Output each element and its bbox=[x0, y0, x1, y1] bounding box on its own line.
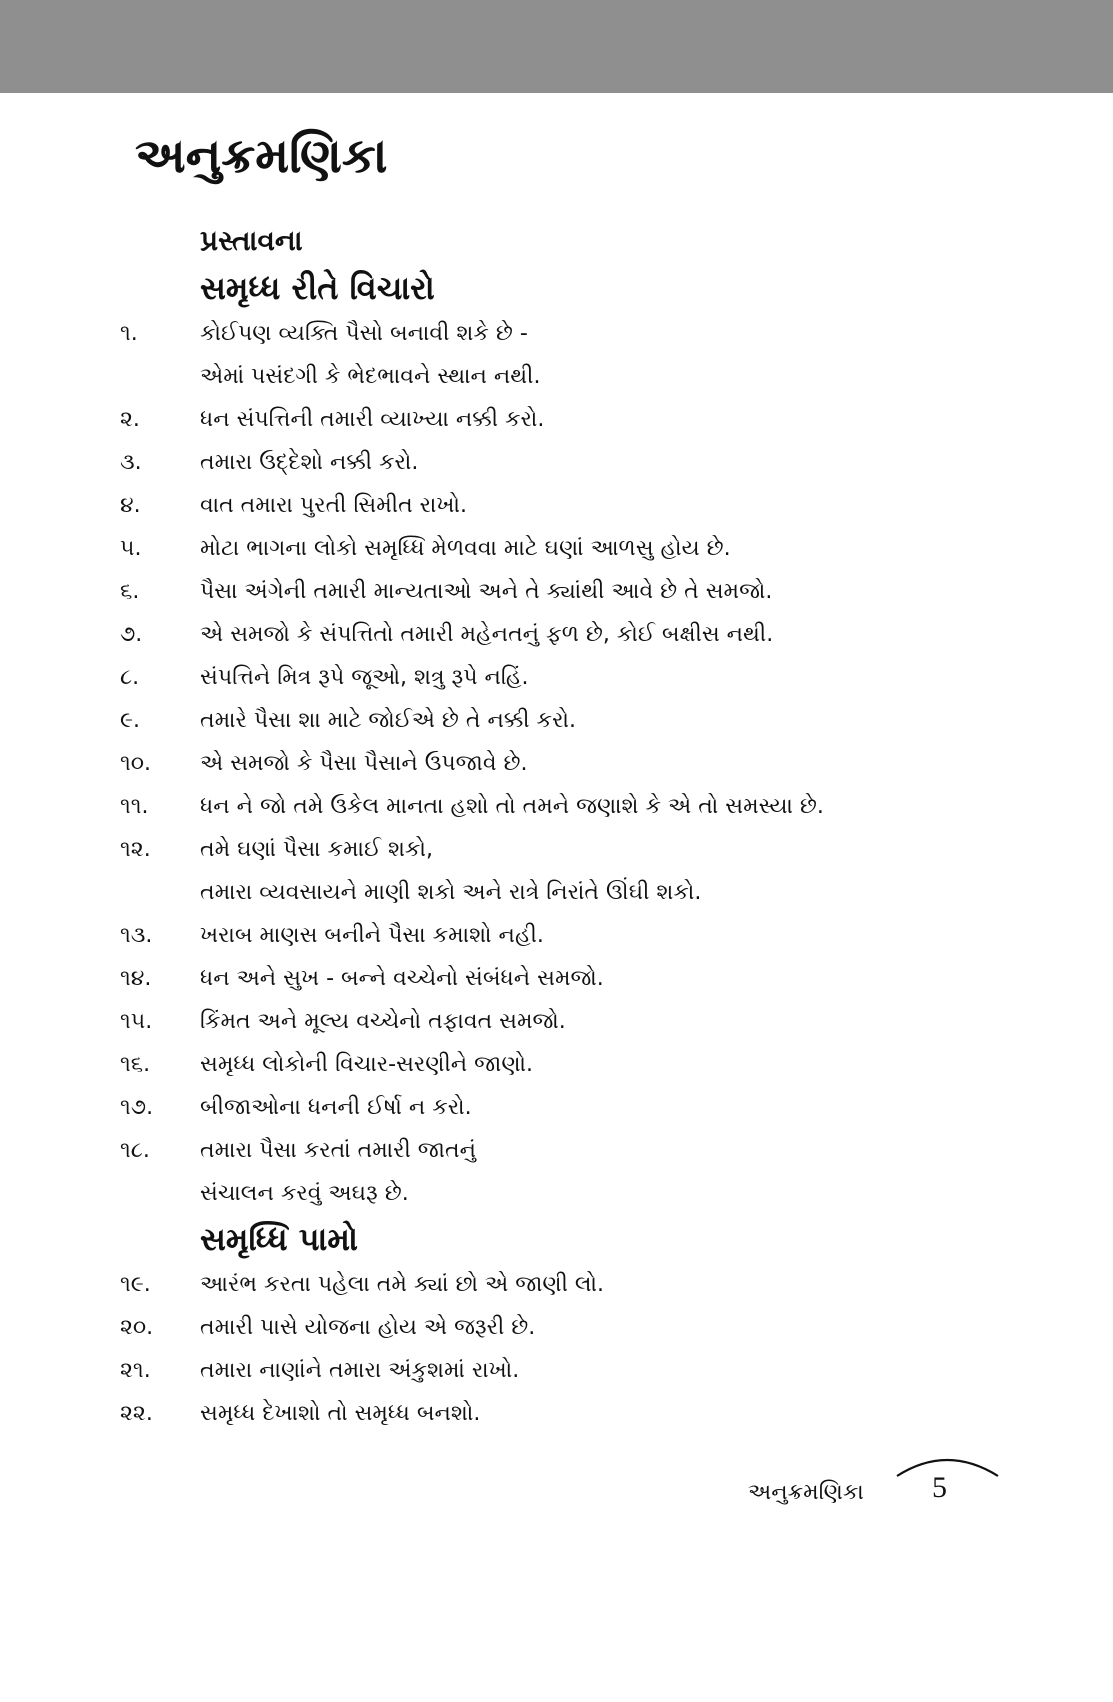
toc-entry-number: ૩. bbox=[120, 450, 142, 475]
toc-entry-line: સમૃધ્ધ દેખાશો તો સમૃધ્ધ બનશો. bbox=[200, 1401, 481, 1426]
toc-entry bbox=[120, 1392, 1020, 1435]
toc-sections bbox=[120, 264, 1020, 1435]
toc-entry bbox=[120, 699, 1020, 742]
toc-entry-line: બીજાઓના ધનની ઈર્ષા ન કરો. bbox=[200, 1095, 472, 1120]
toc-entry-number: ૧૭. bbox=[120, 1095, 154, 1120]
toc-entry-number: ૨૧. bbox=[120, 1358, 151, 1383]
toc-entry-line: તમે ઘણાં પૈસા કમાઈ શકો, bbox=[200, 837, 433, 862]
toc-entry-text bbox=[200, 398, 544, 441]
toc-entry bbox=[120, 957, 1020, 1000]
toc-entry bbox=[120, 1086, 1020, 1129]
toc-entry-number: ૧૦. bbox=[120, 751, 152, 776]
toc-entry-line: ખરાબ માણસ બનીને પૈસા કમાશો નહી. bbox=[200, 923, 544, 948]
page-number: 5 bbox=[932, 1471, 947, 1504]
toc-entry-number: ૧૫. bbox=[120, 1009, 153, 1034]
toc-entry-number: ૧૯. bbox=[120, 1272, 151, 1297]
toc-entry-line: વાત તમારા પુરતી સિમીત રાખો. bbox=[200, 493, 468, 518]
footer-section-label: અનુક્રમણિકા bbox=[748, 1480, 864, 1505]
toc-entry bbox=[120, 1129, 1020, 1215]
toc-entry-number: ૧૪. bbox=[120, 966, 152, 991]
toc-entry-line: ધન અને સુખ - બન્ને વચ્ચેનો સંબંધને સમજો. bbox=[200, 966, 604, 991]
toc-entry bbox=[120, 656, 1020, 699]
toc-entry-line: એ સમજો કે પૈસા પૈસાને ઉપજાવે છે. bbox=[200, 751, 528, 776]
toc-entry-line: ધન ને જો તમે ઉકેલ માનતા હશો તો તમને જણાશે કે એ તો સમસ્યા છે. bbox=[200, 794, 824, 819]
toc-entry-line: પૈસા અંગેની તમારી માન્યતાઓ અને તે ક્યાંથી આવે છે તે સમજો. bbox=[200, 579, 773, 604]
toc-entry bbox=[120, 828, 1020, 914]
page-title: અનુક્રમણિકા bbox=[135, 128, 388, 184]
preface-heading: પ્રસ્તાવના bbox=[200, 224, 303, 257]
toc-entry-number: ૫. bbox=[120, 536, 142, 561]
toc-entry-text bbox=[200, 828, 701, 914]
toc-entry bbox=[120, 1263, 1020, 1306]
toc-entry-number: ૧૮. bbox=[120, 1138, 150, 1163]
toc-entry-number: ૬. bbox=[120, 579, 140, 604]
toc-entry-number: ૨૨. bbox=[120, 1401, 153, 1426]
header-band bbox=[0, 0, 1113, 93]
toc-entry-number: ૯. bbox=[120, 708, 141, 733]
section-heading: સમૃધ્ધ રીતે વિચારો bbox=[200, 269, 435, 307]
toc-entry-text bbox=[200, 441, 418, 484]
toc-entry bbox=[120, 484, 1020, 527]
page-footer bbox=[700, 1450, 1000, 1520]
toc-entry-text bbox=[200, 484, 467, 527]
toc-entry-text bbox=[200, 785, 824, 828]
toc-entry-line: સંચાલન કરવું અઘરૂ છે. bbox=[200, 1181, 409, 1206]
toc-entry bbox=[120, 613, 1020, 656]
toc-entry-text bbox=[200, 1392, 480, 1435]
toc-entry bbox=[120, 527, 1020, 570]
toc-entry-line: તમારા વ્યવસાયને માણી શકો અને રાત્રે નિરાંતે ઊંઘી શકો. bbox=[200, 880, 702, 905]
toc-entry-number: ૧૩. bbox=[120, 923, 153, 948]
toc-entry bbox=[120, 1349, 1020, 1392]
toc-entry-line: તમારા નાણાંને તમારા અંકુશમાં રાખો. bbox=[200, 1358, 520, 1383]
toc-entry-number: ૪. bbox=[120, 493, 141, 518]
toc-entry-line: તમારી પાસે યોજના હોય એ જરૂરી છે. bbox=[200, 1315, 536, 1340]
toc-entry-line: સમૃધ્ધ લોકોની વિચાર-સરણીને જાણો. bbox=[200, 1052, 534, 1077]
toc-entry-number: ૧૨. bbox=[120, 837, 151, 862]
toc-entry-text bbox=[200, 656, 529, 699]
toc-entry-text bbox=[200, 1263, 604, 1306]
toc-entry-line: કિંમત અને મૂલ્ય વચ્ચેનો તફાવત સમજો. bbox=[200, 1009, 566, 1034]
toc-entry-line: કોઈપણ વ્યક્તિ પૈસો બનાવી શકે છે - bbox=[200, 321, 528, 346]
toc-entry-line: તમારા ઉદ્દેશો નક્કી કરો. bbox=[200, 450, 419, 475]
toc-entry-number: ૧૧. bbox=[120, 794, 149, 819]
toc-entry-line: તમારા પૈસા કરતાં તમારી જાતનું bbox=[200, 1138, 476, 1163]
toc-entry bbox=[120, 398, 1020, 441]
toc-entry-line: એમાં પસંદગી કે ભેદભાવને સ્થાન નથી. bbox=[200, 364, 541, 389]
toc-entry-text bbox=[200, 1043, 533, 1086]
toc-entry-line: ધન સંપત્તિની તમારી વ્યાખ્યા નક્કી કરો. bbox=[200, 407, 545, 432]
toc-entry bbox=[120, 785, 1020, 828]
toc-entry-text bbox=[200, 312, 540, 398]
toc-entry-text bbox=[200, 527, 731, 570]
toc-entry bbox=[120, 742, 1020, 785]
toc-entry-text bbox=[200, 1129, 476, 1215]
toc-entry-text bbox=[200, 699, 576, 742]
toc-entry-number: ૭. bbox=[120, 622, 143, 647]
toc-entry-line: સંપત્તિને મિત્ર રૂપે જૂઓ, શત્રુ રૂપે નહિં. bbox=[200, 665, 529, 690]
toc-entry-line: તમારે પૈસા શા માટે જોઈએ છે તે નક્કી કરો. bbox=[200, 708, 576, 733]
toc-entry bbox=[120, 1306, 1020, 1349]
toc-entry bbox=[120, 1000, 1020, 1043]
toc-entry-number: ૧. bbox=[120, 321, 138, 346]
toc-entry-line: આરંભ કરતા પહેલા તમે ક્યાં છો એ જાણી લો. bbox=[200, 1272, 604, 1297]
toc-entry-text bbox=[200, 1086, 472, 1129]
toc-entry-text bbox=[200, 742, 528, 785]
toc-entry bbox=[120, 441, 1020, 484]
toc-entry-line: એ સમજો કે સંપત્તિતો તમારી મહેનતનું ફળ છે, કોઈ બક્ષીસ નથી. bbox=[200, 622, 774, 647]
toc-entry-text bbox=[200, 1306, 535, 1349]
toc-entry-text bbox=[200, 570, 772, 613]
toc-entry-text bbox=[200, 613, 773, 656]
section-heading: સમૃધ્ધિ પામો bbox=[200, 1220, 358, 1258]
toc-entry-number: ૮. bbox=[120, 665, 140, 690]
toc-entry-text bbox=[200, 1000, 566, 1043]
toc-entry bbox=[120, 312, 1020, 398]
toc-entry bbox=[120, 570, 1020, 613]
toc-entry bbox=[120, 914, 1020, 957]
toc-entry-line: મોટા ભાગના લોકો સમૃધ્ધિ મેળવવા માટે ઘણાં આળસુ હોય છે. bbox=[200, 536, 731, 561]
toc-entry-number: ૨. bbox=[120, 407, 140, 432]
toc-entry-text bbox=[200, 1349, 519, 1392]
toc-entry-number: ૨૦. bbox=[120, 1315, 154, 1340]
footer-ornament-curve bbox=[895, 1450, 1000, 1480]
toc-entry-text bbox=[200, 957, 604, 1000]
toc-entry-number: ૧૬. bbox=[120, 1052, 151, 1077]
toc-entry bbox=[120, 1043, 1020, 1086]
toc-entry-text bbox=[200, 914, 544, 957]
table-of-contents bbox=[120, 218, 1020, 1435]
